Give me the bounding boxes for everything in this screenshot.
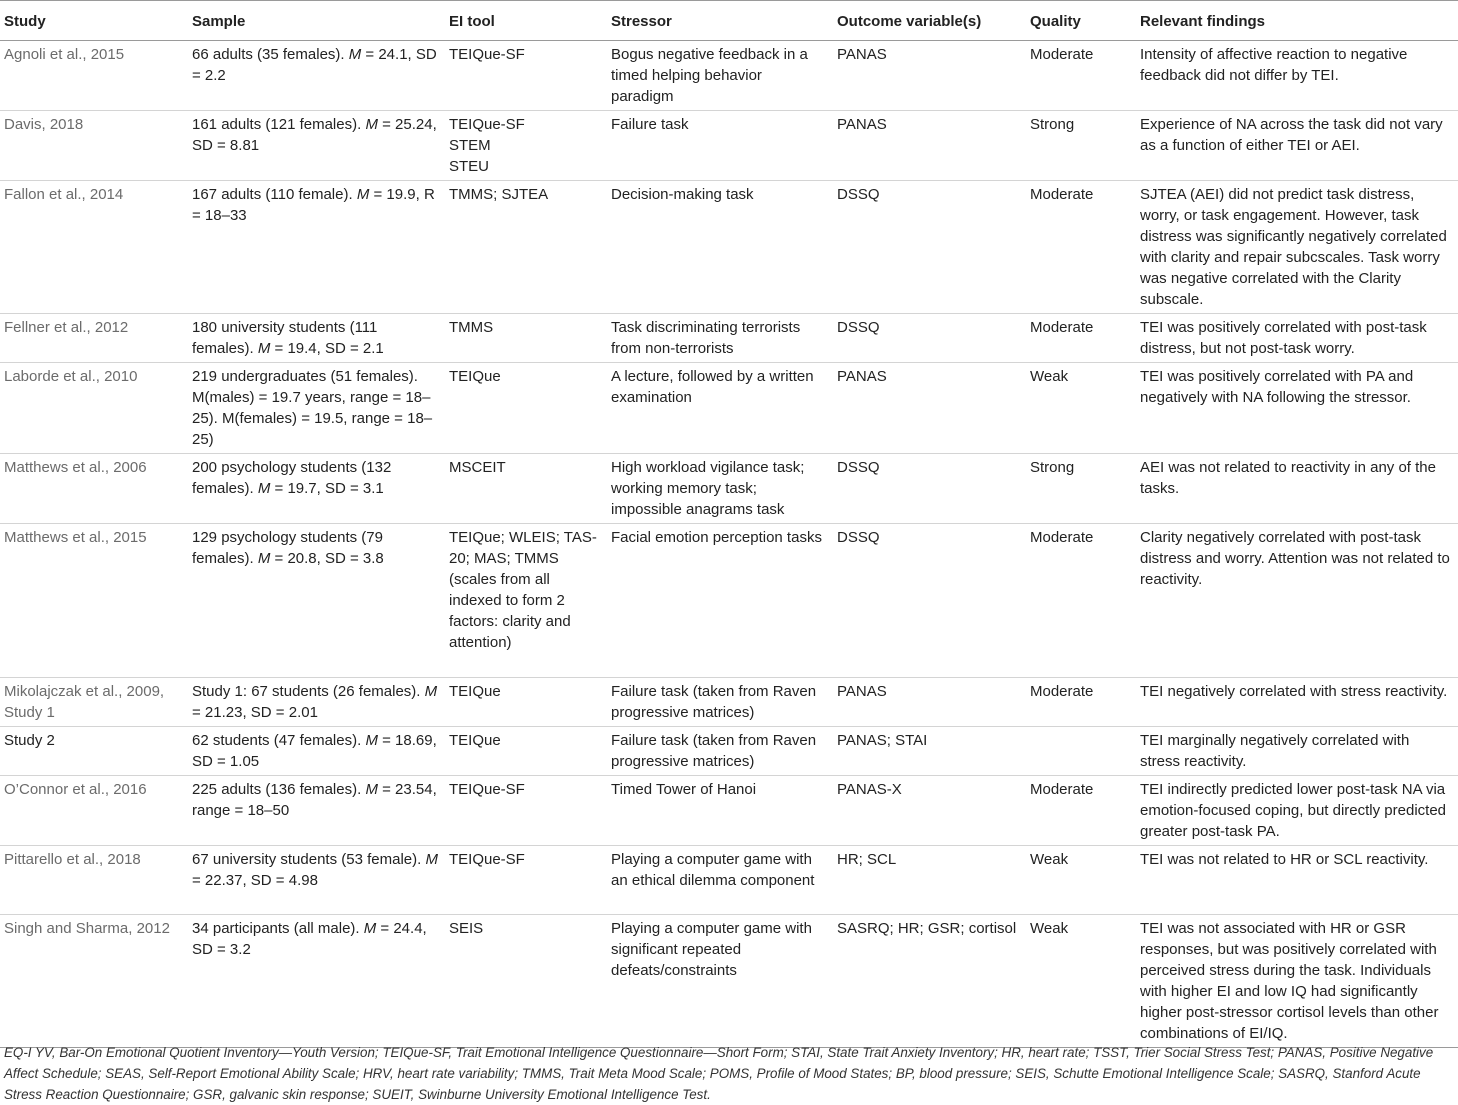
cell-study: Mikolajczak et al., 2009, Study 1 [4, 683, 165, 721]
cell-outcome: DSSQ [837, 319, 880, 336]
cell-stressor: Failure task [611, 116, 689, 133]
cell-outcome: DSSQ [837, 459, 880, 476]
cell-quality: Moderate [1030, 683, 1094, 700]
table-row [0, 776, 1458, 846]
cell-outcome: DSSQ [837, 529, 880, 546]
header-outcome: Outcome variable(s) [837, 13, 982, 30]
sample-stats: = 24.1, SD = 2.2 [192, 46, 437, 84]
sample-text: 161 adults (121 females). [192, 116, 366, 133]
cell-sample [188, 363, 445, 454]
cell-quality: Weak [1030, 851, 1069, 868]
header-ei-tool: EI tool [449, 13, 495, 30]
cell-quality: Weak [1030, 920, 1069, 937]
header-stressor: Stressor [611, 13, 672, 30]
cell-outcome: DSSQ [837, 186, 880, 203]
sample-stats: = 18.69, SD = 1.05 [192, 732, 437, 770]
mean-label: M [356, 186, 370, 203]
sample-text: 200 psychology students (132 females). [192, 459, 392, 497]
cell-sample [188, 846, 445, 915]
cell-stressor: Failure task (taken from Raven progressive matrices) [611, 732, 817, 770]
cell-outcome: HR; SCL [837, 851, 897, 868]
cell-study: Pittarello et al., 2018 [4, 851, 141, 868]
cell-study: O’Connor et al., 2016 [4, 781, 147, 798]
sample-stats: = 19.4, SD = 2.1 [270, 340, 384, 357]
cell-outcome: PANAS; STAI [837, 732, 928, 749]
cell-findings: AEI was not related to reactivity in any of the tasks. [1140, 459, 1436, 497]
cell-quality: Moderate [1030, 46, 1094, 63]
cell-findings: TEI was positively correlated with PA and negatively with NA following the stressor. [1140, 368, 1414, 406]
cell-ei-tool: TEIQue-SF [449, 851, 525, 868]
cell-outcome: PANAS [837, 116, 887, 133]
mean-label: M [365, 732, 378, 749]
mean-label: M [365, 781, 378, 798]
cell-stressor: A lecture, followed by a written examination [611, 368, 814, 406]
cell-sample [188, 111, 445, 181]
header-findings: Relevant findings [1140, 13, 1266, 30]
cell-stressor: High workload vigilance task; working memory task; impossible anagrams task [611, 459, 805, 518]
sample-stats: = 24.4, SD = 3.2 [192, 920, 427, 958]
sample-text: 219 undergraduates (51 females). M(males) = 19.7 years, range = 18–25). M(females) = 19.5, range = 18–25) [192, 368, 433, 448]
cell-outcome: PANAS [837, 368, 887, 385]
cell-study: Singh and Sharma, 2012 [4, 920, 170, 937]
cell-study: Fellner et al., 2012 [4, 319, 129, 336]
mean-label: M [257, 340, 271, 357]
cell-outcome: PANAS [837, 683, 887, 700]
sample-text: 34 participants (all male). [192, 920, 364, 937]
header-row [0, 1, 1458, 41]
cell-ei-tool: TEIQue [449, 732, 501, 749]
header-study: Study [4, 13, 46, 30]
cell-stressor: Playing a computer game with an ethical dilemma component [611, 851, 815, 889]
cell-findings: SJTEA (AEI) did not predict task distress, worry, or task engagement. However, task distress was significantly negatively correlated with clarity and repair subcscales. Task worry was negative correlated with the Clarity subscale. [1140, 186, 1447, 308]
cell-stressor: Bogus negative feedback in a timed helping behavior paradigm [611, 46, 808, 105]
table-row [0, 727, 1458, 776]
cell-outcome: SASRQ; HR; GSR; cortisol [837, 920, 1017, 937]
table-row [0, 846, 1458, 915]
cell-ei-tool: TEIQue-SF [449, 46, 525, 63]
cell-study: Matthews et al., 2015 [4, 529, 147, 546]
sample-stats: = 21.23, SD = 2.01 [192, 704, 318, 721]
cell-quality: Moderate [1030, 186, 1094, 203]
sample-stats: = 25.24, SD = 8.81 [192, 116, 437, 154]
cell-study: Davis, 2018 [4, 116, 84, 133]
cell-quality: Strong [1030, 459, 1075, 476]
sample-text: 66 adults (35 females). [192, 46, 349, 63]
table-row [0, 41, 1458, 111]
cell-outcome: PANAS [837, 46, 887, 63]
cell-ei-tool: MSCEIT [449, 459, 506, 476]
header-sample: Sample [192, 13, 246, 30]
table-row [0, 524, 1458, 678]
cell-sample [188, 678, 445, 727]
sample-text: 67 university students (53 female). [192, 851, 426, 868]
cell-study: Laborde et al., 2010 [4, 368, 138, 385]
cell-findings: TEI negatively correlated with stress reactivity. [1140, 683, 1448, 700]
cell-sample [188, 524, 445, 678]
cell-ei-tool: TMMS [449, 319, 494, 336]
cell-findings: TEI marginally negatively correlated with stress reactivity. [1140, 732, 1410, 770]
table-row [0, 678, 1458, 727]
cell-findings: Experience of NA across the task did not vary as a function of either TEI or AEI. [1140, 116, 1443, 154]
cell-sample [188, 727, 445, 776]
cell-study: Matthews et al., 2006 [4, 459, 147, 476]
cell-ei-tool: TEIQue [449, 368, 501, 385]
cell-quality: Moderate [1030, 319, 1094, 336]
cell-stressor: Facial emotion perception tasks [611, 529, 822, 546]
cell-sample [188, 454, 445, 524]
mean-label: M [257, 550, 271, 567]
cell-study: Fallon et al., 2014 [4, 186, 124, 203]
cell-sample [188, 181, 445, 314]
sample-text: 180 university students (111 females). [192, 319, 378, 357]
cell-quality: Moderate [1030, 529, 1094, 546]
mean-label: M [424, 683, 438, 700]
cell-stressor: Playing a computer game with significant repeated defeats/constraints [611, 920, 812, 979]
cell-ei-tool: TEIQue-SF [449, 781, 525, 798]
cell-quality [1026, 727, 1136, 776]
cell-findings: TEI was not related to HR or SCL reactivity. [1140, 851, 1429, 868]
mean-label: M [257, 480, 271, 497]
mean-label: M [363, 920, 377, 937]
cell-study: Study 2 [4, 732, 55, 749]
cell-findings: TEI was not associated with HR or GSR responses, but was positively correlated with perceived stress during the task. Individuals with higher EI and low IQ had significantly higher post-stressor cortisol levels than other combinations of EI/IQ. [1140, 920, 1439, 1042]
cell-study: Agnoli et al., 2015 [4, 46, 125, 63]
cell-sample [188, 915, 445, 1048]
table-row [0, 363, 1458, 454]
table-footnote: EQ-I YV, Bar-On Emotional Quotient Inventory—Youth Version; TEIQue-SF, Trait Emotional Intelligence Questionnaire—Short Form; STAI, State Trait Anxiety Inventory; HR, heart rate; TSST, Trier Social Stress Test; PANAS, Positive Negative Affect Schedule; SEAS, Self-Report Emotional Ability Scale; HRV, heart rate variability; TMMS, Trait Meta Mood Scale; POMS, Profile of Mood States; BP, blood pressure; SEIS, Schutte Emotional Intelligence Scale; SASRQ, Stanford Acute Stress Reaction Questionnaire; GSR, galvanic skin response; SUEIT, Swinburne University Emotional Intelligence Test. [4, 1045, 1434, 1102]
cell-quality: Strong [1030, 116, 1075, 133]
cell-sample [188, 776, 445, 846]
cell-stressor: Task discriminating terrorists from non-terrorists [611, 319, 801, 357]
cell-findings: TEI was positively correlated with post-task distress, but not post-task worry. [1140, 319, 1427, 357]
table-row [0, 915, 1458, 1048]
cell-stressor: Timed Tower of Hanoi [611, 781, 757, 798]
cell-findings: Clarity negatively correlated with post-task distress and worry. Attention was not related to reactivity. [1140, 529, 1450, 588]
cell-ei-tool: TEIQue; WLEIS; TAS-20; MAS; TMMS (scales from all indexed to form 2 factors: clarity and attention) [449, 529, 597, 651]
sample-stats: = 19.9, R = 18–33 [192, 186, 435, 224]
mean-label: M [348, 46, 362, 63]
sample-text: 129 psychology students (79 females). [192, 529, 383, 567]
header-quality: Quality [1030, 13, 1081, 30]
cell-stressor: Failure task (taken from Raven progressive matrices) [611, 683, 817, 721]
cell-quality: Moderate [1030, 781, 1094, 798]
cell-sample [188, 41, 445, 111]
sample-stats: = 19.7, SD = 3.1 [270, 480, 384, 497]
sample-text: 62 students (47 females). [192, 732, 366, 749]
sample-stats: = 22.37, SD = 4.98 [192, 872, 318, 889]
cell-ei-tool: SEIS [449, 920, 484, 937]
cell-ei-tool: TEIQue [449, 683, 501, 700]
cell-findings: TEI indirectly predicted lower post-task NA via emotion-focused coping, but directly predicted greater post-task PA. [1140, 781, 1447, 840]
table-row [0, 314, 1458, 363]
sample-text: 167 adults (110 female). [192, 186, 357, 203]
sample-stats: = 20.8, SD = 3.8 [270, 550, 384, 567]
cell-sample [188, 314, 445, 363]
cell-ei-tool: TEIQue-SF STEM STEU [449, 116, 525, 175]
cell-quality: Weak [1030, 368, 1069, 385]
cell-findings: Intensity of affective reaction to negative feedback did not differ by TEI. [1140, 46, 1408, 84]
mean-label: M [365, 116, 378, 133]
cell-outcome: PANAS-X [837, 781, 902, 798]
table-row [0, 454, 1458, 524]
sample-text: 225 adults (136 females). [192, 781, 366, 798]
table-row [0, 181, 1458, 314]
cell-ei-tool: TMMS; SJTEA [449, 186, 549, 203]
table-row [0, 111, 1458, 181]
cell-stressor: Decision-making task [611, 186, 754, 203]
sample-stats: = 23.54, range = 18–50 [192, 781, 437, 819]
sample-text: Study 1: 67 students (26 females). [192, 683, 425, 700]
mean-label: M [425, 851, 438, 868]
